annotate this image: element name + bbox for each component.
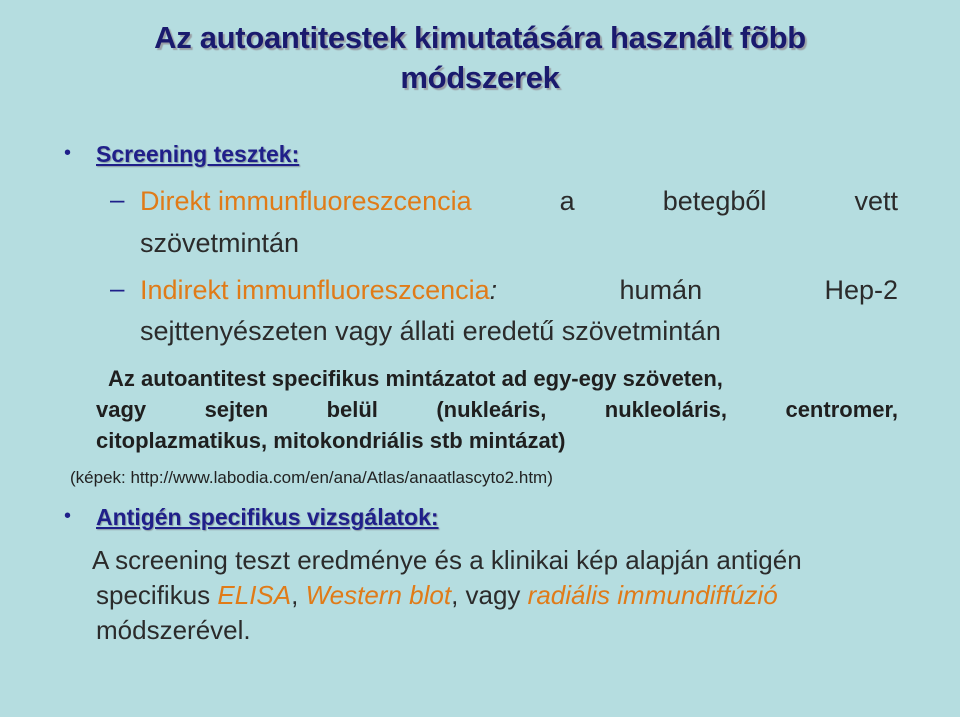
pattern-paragraph-line-2	[96, 395, 898, 425]
dash-icon: –	[110, 273, 125, 303]
elisa-label: ELISA	[217, 580, 292, 610]
paragraph-word: centromer,	[785, 397, 898, 422]
pattern-paragraph-line-1: Az autoantitest specifikus mintázatot ad egy-egy szöveten,	[108, 366, 723, 391]
paragraph-word: (nukleáris,	[436, 397, 547, 422]
item-indirect-line-1	[140, 273, 898, 307]
paragraph-word: vagy	[96, 397, 147, 422]
paragraph-word: belül	[326, 397, 378, 422]
direct-if-label: Direkt immunfluoreszcencia	[140, 186, 472, 216]
antigen-text-line-2	[96, 578, 778, 612]
specifikus-word: specifikus	[96, 580, 211, 610]
indirect-if-group	[140, 273, 497, 307]
image-source-link[interactable]: (képek: http://www.labodia.com/en/ana/Atlas/anaatlascyto2.htm)	[70, 468, 553, 487]
item-word: humán	[619, 275, 703, 305]
comma: ,	[291, 580, 299, 610]
title-line-2: módszerek	[400, 60, 560, 95]
title-line-1: Az autoantitestek kimutatására használt fõbb	[154, 20, 806, 55]
pattern-paragraph-line-3: citoplazmatikus, mitokondriális stb mintázat)	[96, 428, 566, 453]
item-direct-line-2: szövetmintán	[140, 228, 300, 258]
bullet-icon: •	[64, 505, 72, 527]
indirect-colon: :	[489, 275, 498, 305]
paragraph-word: sejten	[204, 397, 269, 422]
dash-icon: –	[110, 184, 125, 214]
antigen-text-line-3: módszerével.	[96, 615, 251, 645]
screening-heading: Screening tesztek:	[96, 141, 300, 167]
item-word: Hep-2	[824, 275, 898, 305]
indirect-if-label: Indirekt immunfluoreszcencia	[140, 275, 490, 305]
paragraph-word: nukleoláris,	[604, 397, 728, 422]
item-word: a	[559, 186, 575, 216]
item-word: betegből	[662, 186, 767, 216]
item-indirect-line-2: sejttenyészeten vagy állati eredetű szövetmintán	[140, 316, 721, 346]
antigen-heading: Antigén specifikus vizsgálatok:	[96, 504, 439, 530]
item-word: vett	[854, 186, 898, 216]
western-blot-label: Western blot	[305, 580, 452, 610]
item-direct-line-1	[140, 184, 898, 218]
bullet-icon: •	[64, 142, 72, 164]
radial-immunodiffusion-label: radiális immundiffúzió	[527, 580, 778, 610]
vagy-word: , vagy	[451, 580, 521, 610]
slide-title	[40, 18, 920, 98]
antigen-text-line-1: A screening teszt eredménye és a klinikai kép alapján antigén	[92, 545, 802, 575]
